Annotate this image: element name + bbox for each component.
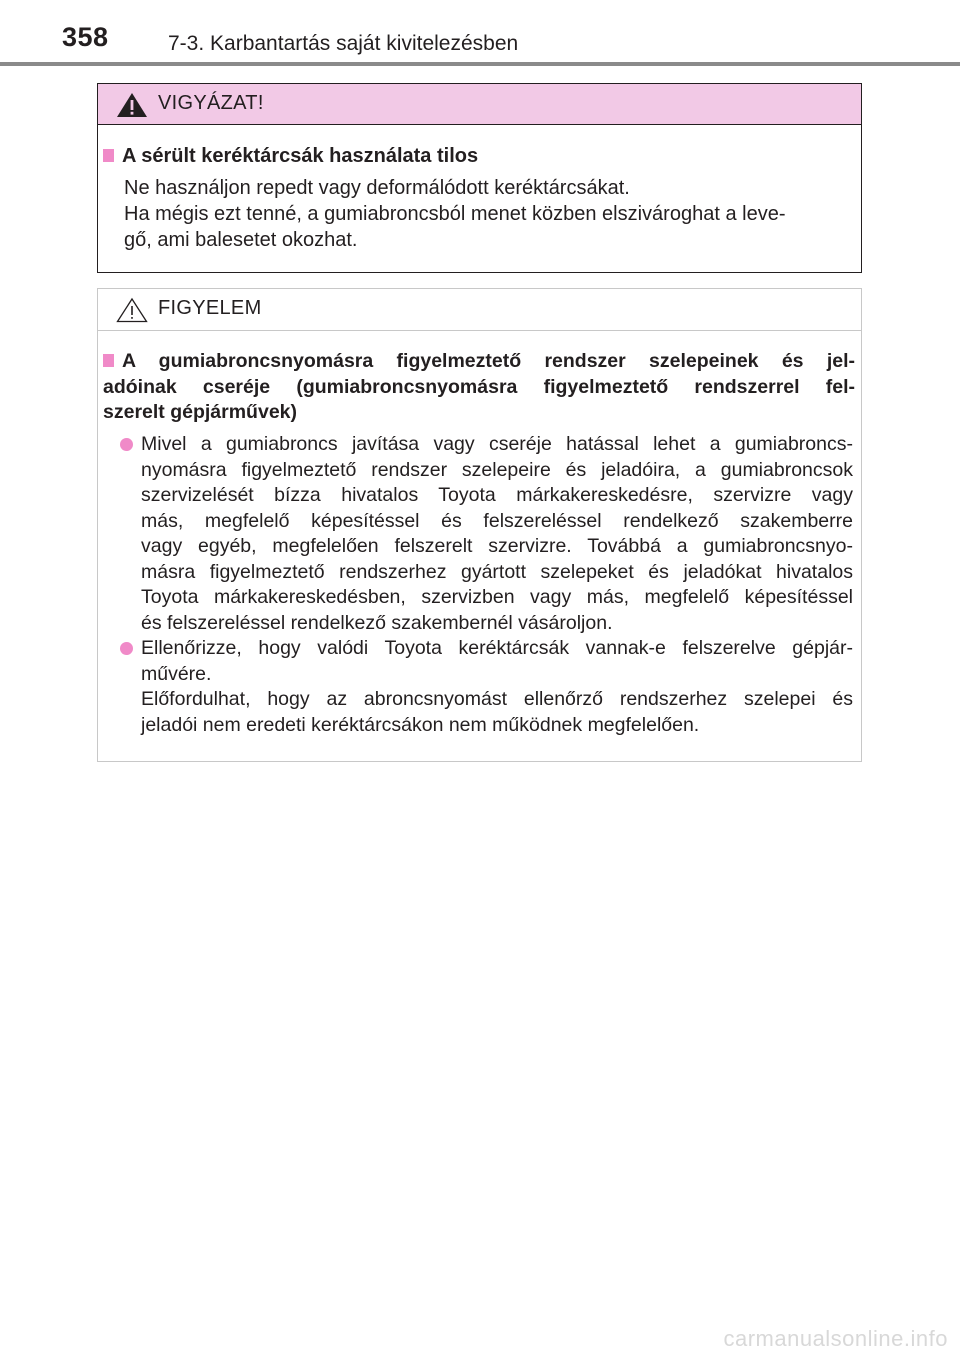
caution-line: Ha mégis ezt tenné, a gumiabroncsból menet közben elszivároghat a leve- [124, 203, 786, 225]
caution-heading-text: A sérült keréktárcsák használata tilos [122, 145, 479, 167]
page-header [0, 0, 960, 70]
bullet-line: Ellenőrizze, hogy valódi Toyota keréktárcsák vannak-e felszerelve gépjár- [141, 637, 853, 659]
outline-triangle-icon [116, 297, 148, 323]
caution-label: VIGYÁZAT! [158, 92, 264, 114]
caution-box [97, 83, 862, 273]
notice-heading [103, 349, 855, 426]
caution-header [98, 84, 861, 125]
bullet-line: és felszereléssel rendelkező szakembernél vásároljon. [141, 611, 613, 634]
bullet-line: vagy egyéb, megfelelően felszerelt szervizre. Továbbá a gumiabroncsnyo- [141, 535, 853, 557]
caution-line: gő, ami balesetet okozhat. [124, 229, 358, 251]
warning-triangle-icon [116, 92, 148, 118]
header-divider [0, 62, 960, 66]
caution-line: Ne használjon repedt vagy deformálódott keréktárcsákat. [124, 177, 630, 199]
circle-bullet-icon [120, 642, 133, 655]
bullet-line: más, megfelelő képesítéssel és felszereléssel rendelkező szakemberre [141, 509, 853, 532]
notice-label: FIGYELEM [158, 297, 262, 319]
section-title: 7-3. Karbantartás saját kivitelezésben [168, 32, 519, 55]
bullet-line: Mivel a gumiabroncs javítása vagy cseréje hatással lehet a gumiabroncs- [141, 433, 853, 455]
caution-heading [103, 143, 853, 169]
notice-heading-line: szerelt gépjárművek) [103, 401, 298, 423]
square-bullet-icon [103, 149, 114, 162]
notice-header [98, 289, 861, 331]
circle-bullet-icon [120, 438, 133, 451]
bullet-line: jeladói nem eredeti keréktárcsákon nem működnek megfelelően. [141, 713, 700, 736]
notice-box [97, 288, 862, 762]
bullet-line: Előfordulhat, hogy az abroncsnyomást ellenőrző rendszerhez szelepei és [141, 688, 853, 710]
bullet-line: Toyota márkakereskedésben, szervizben vagy más, megfelelő képesítéssel [141, 586, 853, 608]
square-bullet-icon [103, 354, 114, 367]
notice-heading-line: adóinak cseréje (gumiabroncsnyomásra figyelmeztető rendszerrel fel- [103, 375, 855, 398]
caution-body [124, 175, 785, 253]
notice-heading-line: A gumiabroncsnyomásra figyelmeztető rendszer szelepeinek és jel- [122, 350, 855, 372]
list-item [120, 432, 853, 636]
bullet-line: másra figyelmeztető rendszerhez gyártott szelepeket és jeladókat hivatalos [141, 560, 853, 583]
bullet-line: szervizelését bízza hivatalos Toyota márkakereskedésre, szervizre vagy [141, 484, 853, 506]
list-item [120, 636, 853, 738]
bullet-line: művére. [141, 662, 212, 685]
page-number: 358 [62, 22, 109, 52]
bullet-line: nyomásra figyelmeztető rendszer szelepeire és jeladóira, a gumiabroncsok [141, 458, 853, 481]
watermark: carmanualsonline.info [723, 1326, 948, 1351]
